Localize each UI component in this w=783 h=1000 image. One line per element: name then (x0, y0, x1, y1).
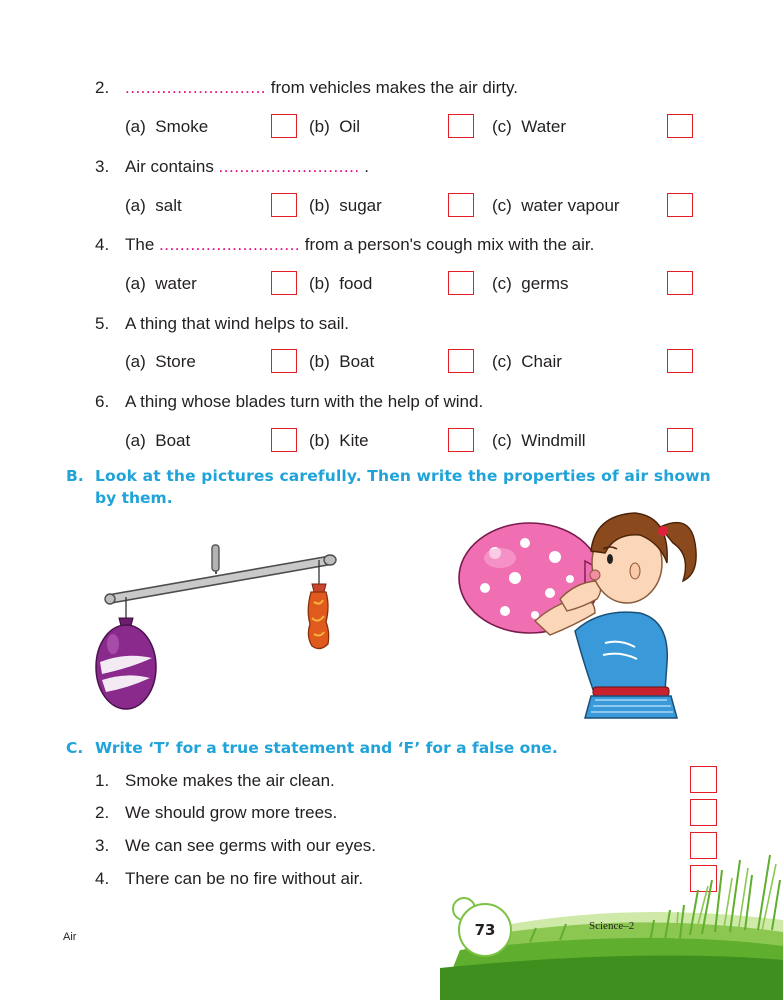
answer-box[interactable] (667, 193, 693, 217)
question-text: from a person's cough mix with the air. (300, 235, 595, 254)
question-number: 3. (95, 157, 110, 176)
answer-box[interactable] (667, 428, 693, 452)
blank-dots: ........................... (159, 235, 301, 254)
question-text: Air contains (125, 157, 219, 176)
section-letter: B. (66, 467, 84, 485)
answer-box[interactable] (448, 271, 474, 295)
option-letter: (a) (125, 274, 146, 293)
answer-box[interactable] (448, 349, 474, 373)
footer-subject: Science–2 (589, 920, 635, 932)
tf-answer-box[interactable] (690, 799, 717, 826)
tf-statement: We can see germs with our eyes. (125, 836, 377, 855)
option-text: Windmill (521, 431, 586, 450)
answer-box[interactable] (271, 271, 297, 295)
option-text: water vapour (521, 196, 620, 215)
answer-box[interactable] (271, 428, 297, 452)
footer-chapter: Air (63, 931, 77, 943)
option-text: sugar (339, 196, 382, 215)
answer-box[interactable] (448, 193, 474, 217)
tf-statement: We should grow more trees. (125, 803, 338, 822)
question-number: 2. (95, 78, 110, 97)
tf-statement: There can be no fire without air. (125, 869, 364, 888)
answer-box[interactable] (667, 349, 693, 373)
answer-box[interactable] (448, 114, 474, 138)
option-letter: (b) (309, 274, 330, 293)
option-text: food (339, 274, 373, 293)
option-letter: (c) (492, 196, 512, 215)
question-text: The (125, 235, 160, 254)
section-instruction-continued: by them. (95, 489, 173, 507)
question-number: 5. (95, 314, 110, 333)
question-text: A thing that wind helps to sail. (125, 314, 349, 333)
section-letter: C. (66, 739, 84, 757)
answer-box[interactable] (667, 114, 693, 138)
option-text: water (155, 274, 197, 293)
option-letter: (a) (125, 352, 146, 371)
answer-box[interactable] (271, 114, 297, 138)
tf-number: 2. (95, 803, 110, 822)
answer-box[interactable] (448, 428, 474, 452)
question-text: A thing whose blades turn with the help of wind. (125, 392, 484, 411)
section-instruction: Write ‘T’ for a true statement and ‘F’ for a false one. (95, 739, 558, 757)
tf-number: 4. (95, 869, 110, 888)
option-letter: (c) (492, 274, 512, 293)
blank-dots: ........................... (125, 78, 267, 97)
question-text: . (359, 157, 370, 176)
option-letter: (a) (125, 117, 146, 136)
option-letter: (c) (492, 352, 512, 371)
answer-box[interactable] (667, 271, 693, 295)
question-number: 6. (95, 392, 110, 411)
option-text: Oil (339, 117, 361, 136)
answer-box[interactable] (271, 349, 297, 373)
balloon-icon (96, 618, 156, 709)
option-text: Boat (339, 352, 375, 371)
option-letter: (a) (125, 196, 146, 215)
option-letter: (b) (309, 431, 330, 450)
tf-number: 1. (95, 771, 110, 790)
blank-dots: ........................... (218, 157, 360, 176)
deflated-balloon-icon (308, 584, 328, 649)
option-letter: (b) (309, 117, 330, 136)
option-letter: (b) (309, 352, 330, 371)
question-text: from vehicles makes the air dirty. (266, 78, 518, 97)
option-letter: (c) (492, 117, 512, 136)
option-text: Store (155, 352, 196, 371)
option-letter: (c) (492, 431, 512, 450)
option-text: Kite (339, 431, 369, 450)
option-text: germs (521, 274, 569, 293)
option-text: Chair (521, 352, 562, 371)
tf-answer-box[interactable] (690, 766, 717, 793)
balance-stick-illustration (90, 540, 350, 710)
tf-statement: Smoke makes the air clean. (125, 771, 335, 790)
option-text: Boat (155, 431, 191, 450)
tf-number: 3. (95, 836, 110, 855)
option-text: Smoke (155, 117, 209, 136)
option-letter: (b) (309, 196, 330, 215)
section-instruction: Look at the pictures carefully. Then write the properties of air shown (95, 467, 711, 485)
question-number: 4. (95, 235, 110, 254)
girl-blowing-balloon-illustration (455, 503, 705, 723)
option-letter: (a) (125, 431, 146, 450)
answer-box[interactable] (271, 193, 297, 217)
page-number-badge (458, 903, 512, 957)
page-number: 73 (474, 921, 496, 939)
option-text: Water (521, 117, 566, 136)
option-text: salt (155, 196, 182, 215)
